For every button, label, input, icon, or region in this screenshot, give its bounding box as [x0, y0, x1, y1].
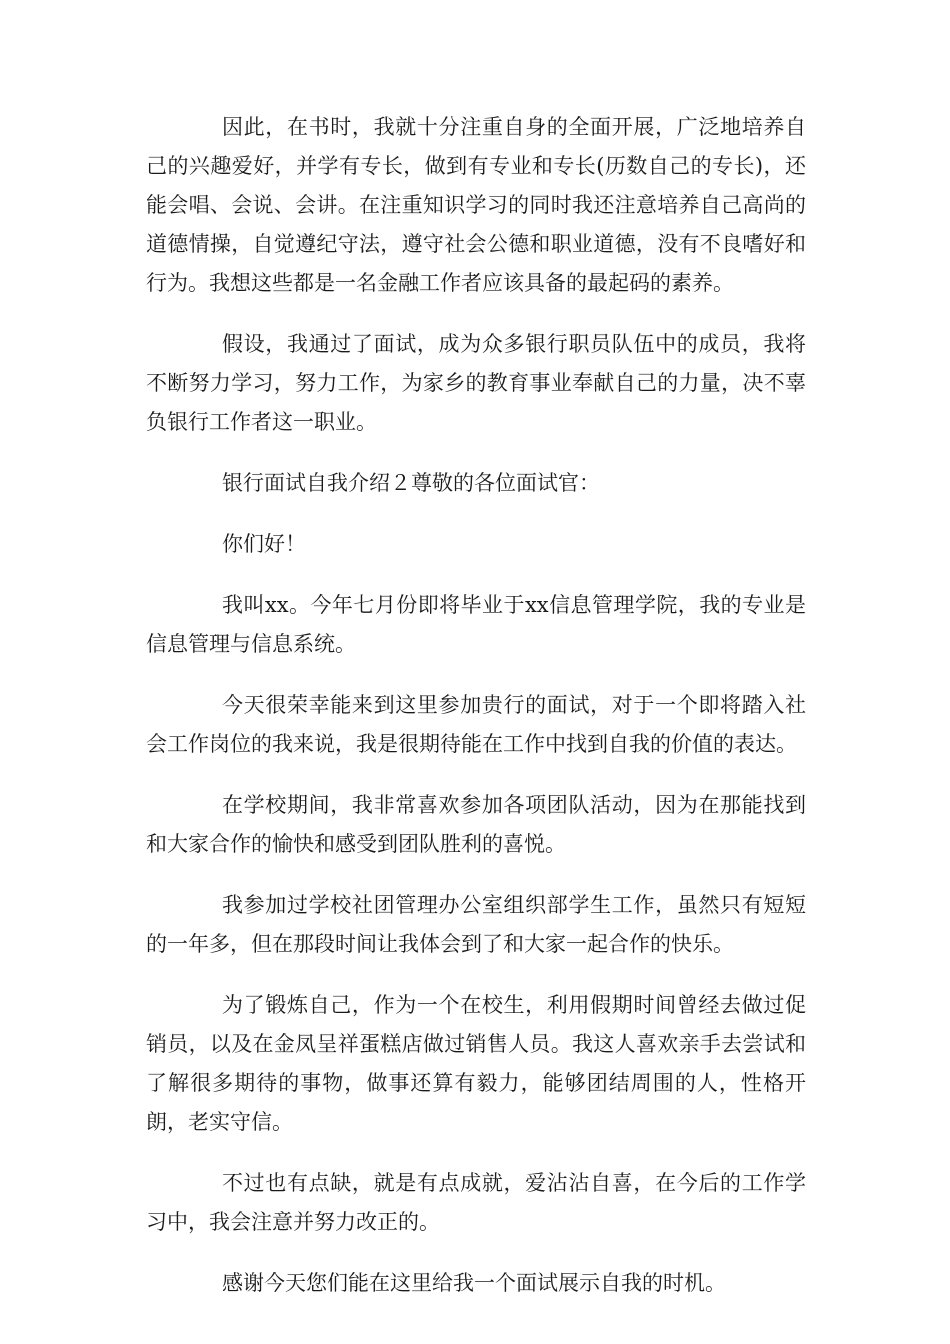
paragraph-4: 你们好！: [222, 532, 306, 556]
paragraph-2: 假设，我通过了面试，成为众多银行职员队伍中的成员，我将不断努力学习，努力工作，为家乡的教育事业奉献自己的力量，决不辜负银行工作者这一职业。: [146, 332, 806, 434]
paragraph-1: 因此，在书时，我就十分注重自身的全面开展，广泛地培养自己的兴趣爱好，并学有专长，做到有专业和专长(历数自己的专长)，还能会唱、会说、会讲。在注重知识学习的同时我还注意培养自己高尚的道德情操，自觉遵纪守法，遵守社会公德和职业道德，没有不良嗜好和行为。我想这些都是一名金融工作者应该具备的最起码的素养。: [146, 115, 806, 295]
paragraph-3: 银行面试自我介绍２尊敬的各位面试官：: [222, 471, 600, 495]
paragraph-6: 今天很荣幸能来到这里参加贵行的面试，对于一个即将踏入社会工作岗位的我来说，我是很期待能在工作中找到自我的价值的表达。: [146, 693, 806, 756]
paragraph-10: 不过也有点缺，就是有点成就，爱沾沾自喜，在今后的工作学习中，我会注意并努力改正的。: [146, 1171, 806, 1234]
paragraph-5: 我叫xx。今年七月份即将毕业于xx信息管理学院，我的专业是信息管理与信息系统。: [146, 593, 806, 656]
document-body: [146, 108, 806, 1325]
paragraph-9: 为了锻炼自己，作为一个在校生，利用假期时间曾经去做过促销员，以及在金凤呈祥蛋糕店做过销售人员。我这人喜欢亲手去尝试和了解很多期待的事物，做事还算有毅力，能够团结周围的人，性格开朗，老实守信。: [146, 993, 806, 1134]
paragraph-7: 在学校期间，我非常喜欢参加各项团队活动，因为在那能找到和大家合作的愉快和感受到团队胜利的喜悦。: [146, 793, 806, 856]
paragraph-8: 我参加过学校社团管理办公室组织部学生工作，虽然只有短短的一年多，但在那段时间让我体会到了和大家一起合作的快乐。: [146, 893, 806, 956]
paragraph-11: 感谢今天您们能在这里给我一个面试展示自我的时机。: [222, 1271, 726, 1295]
